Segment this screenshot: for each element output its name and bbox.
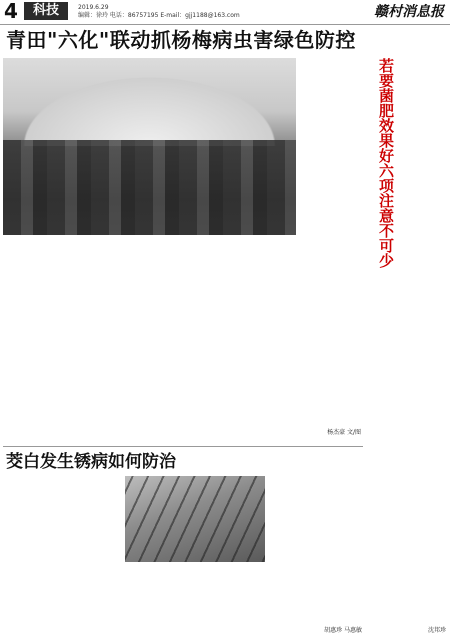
lead-body-column	[6, 240, 91, 440]
leaf-texture	[125, 476, 265, 562]
second-body-column	[6, 478, 118, 633]
crowd-shape	[3, 140, 296, 235]
issue-date: 2019.6.29	[78, 4, 109, 11]
greenhouse-shape	[3, 66, 296, 146]
section-divider	[3, 446, 363, 447]
lead-body-column	[302, 110, 372, 230]
lead-body-column	[186, 240, 271, 440]
second-body-column	[125, 576, 265, 634]
lead-body-column	[96, 240, 181, 440]
side-headline-text: 若要菌肥效果好六项注意不可少	[377, 58, 395, 268]
side-headline	[376, 58, 446, 298]
second-photo	[125, 476, 265, 562]
paper-name: 赣村消息报	[374, 4, 444, 20]
issue-meta	[78, 4, 298, 20]
lead-byline: 杨杰豪 文/图	[327, 429, 361, 436]
second-headline: 茭白发生锈病如何防治	[6, 452, 176, 472]
side-body-column	[366, 300, 446, 620]
editor-contacts: 编辑：徐玲 电话：86757195 E-mail：gjj1188@163.com	[78, 12, 240, 19]
second-byline: 胡惠珍 马惠敏	[324, 627, 362, 634]
lead-headline: 青田"六化"联动抓杨梅病虫害绿色防控	[6, 28, 356, 52]
lead-photo	[3, 58, 296, 235]
side-byline: 沈邦珍	[427, 627, 446, 634]
masthead	[0, 0, 450, 25]
section-label: 科技	[24, 2, 68, 20]
page-number: 4	[4, 0, 18, 23]
lead-body-column	[276, 240, 361, 440]
second-body-column	[270, 478, 362, 623]
